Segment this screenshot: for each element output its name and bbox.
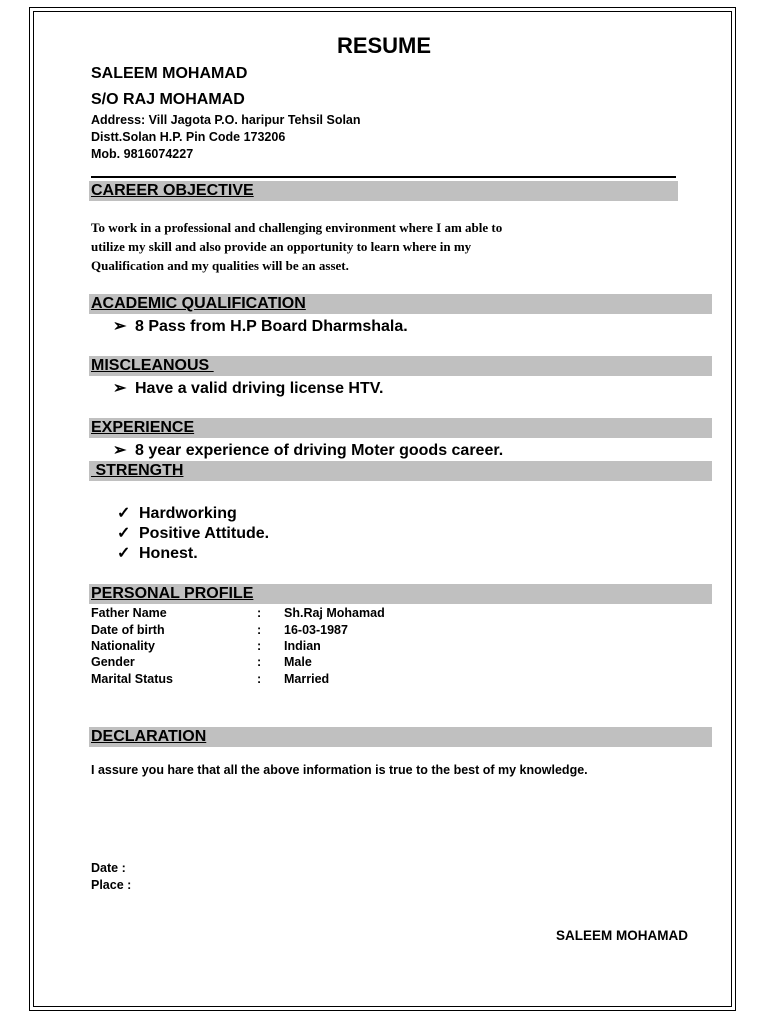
strength-item-text: Hardworking (139, 505, 237, 522)
profile-key-father-name: Father Name (91, 606, 167, 620)
section-heading-career-objective: CAREER OBJECTIVE (91, 182, 254, 199)
section-heading-strength: STRENGTH (91, 462, 184, 479)
address-line-2: Distt.Solan H.P. Pin Code 173206 (91, 130, 286, 144)
arrow-bullet-icon: ➢ (113, 442, 127, 459)
section-heading-personal-profile: PERSONAL PROFILE (91, 585, 254, 602)
profile-separator: : (257, 672, 262, 686)
academic-item (113, 316, 408, 336)
profile-value-dob: 16-03-1987 (284, 623, 348, 637)
misc-item-text: Have a valid driving license HTV. (135, 380, 384, 397)
misc-item (113, 378, 383, 398)
checkmark-icon: ✓ (117, 525, 131, 542)
document-title: RESUME (336, 33, 432, 58)
place-label: Place : (91, 878, 132, 892)
strength-item-text: Positive Attitude. (139, 525, 270, 542)
profile-separator: : (257, 606, 262, 620)
section-heading-experience: EXPERIENCE (91, 419, 195, 436)
address-line-1: Address: Vill Jagota P.O. haripur Tehsil Solan (91, 113, 361, 127)
arrow-bullet-icon: ➢ (113, 380, 127, 397)
signature-name: SALEEM MOHAMAD (556, 928, 688, 943)
profile-key-dob: Date of birth (91, 623, 165, 637)
strength-item (117, 523, 269, 543)
strength-item-text: Honest. (139, 545, 198, 562)
profile-key-nationality: Nationality (91, 639, 155, 653)
profile-separator: : (257, 623, 262, 637)
header-divider (91, 176, 676, 178)
profile-value-gender: Male (284, 655, 312, 669)
section-heading-academic: ACADEMIC QUALIFICATION (91, 295, 306, 312)
objective-line-3: Qualification and my qualities will be an asset. (91, 258, 349, 273)
checkmark-icon: ✓ (117, 545, 131, 562)
declaration-text: I assure you hare that all the above information is true to the best of my knowledge. (91, 763, 588, 777)
objective-line-1: To work in a professional and challenging environment where I am able to (91, 220, 503, 235)
profile-key-gender: Gender (91, 655, 135, 669)
profile-value-nationality: Indian (284, 639, 321, 653)
profile-separator: : (257, 639, 262, 653)
arrow-bullet-icon: ➢ (113, 318, 127, 335)
section-heading-declaration: DECLARATION (91, 728, 207, 745)
checkmark-icon: ✓ (117, 505, 131, 522)
date-label: Date : (91, 861, 126, 875)
applicant-name: SALEEM MOHAMAD (91, 65, 248, 82)
profile-value-father-name: Sh.Raj Mohamad (284, 606, 385, 620)
profile-key-marital-status: Marital Status (91, 672, 173, 686)
strength-item (117, 543, 198, 563)
objective-line-2: utilize my skill and also provide an opportunity to learn where in my (91, 239, 472, 254)
profile-value-marital-status: Married (284, 672, 330, 686)
section-heading-miscellaneous: MISCLEANOUS (91, 357, 214, 374)
experience-item (113, 440, 503, 460)
academic-item-text: 8 Pass from H.P Board Dharmshala. (135, 318, 408, 335)
strength-item (117, 503, 237, 523)
mobile-number: Mob. 9816074227 (91, 147, 194, 161)
profile-separator: : (257, 655, 262, 669)
applicant-parent: S/O RAJ MOHAMAD (91, 91, 245, 108)
experience-item-text: 8 year experience of driving Moter goods career. (135, 442, 504, 459)
